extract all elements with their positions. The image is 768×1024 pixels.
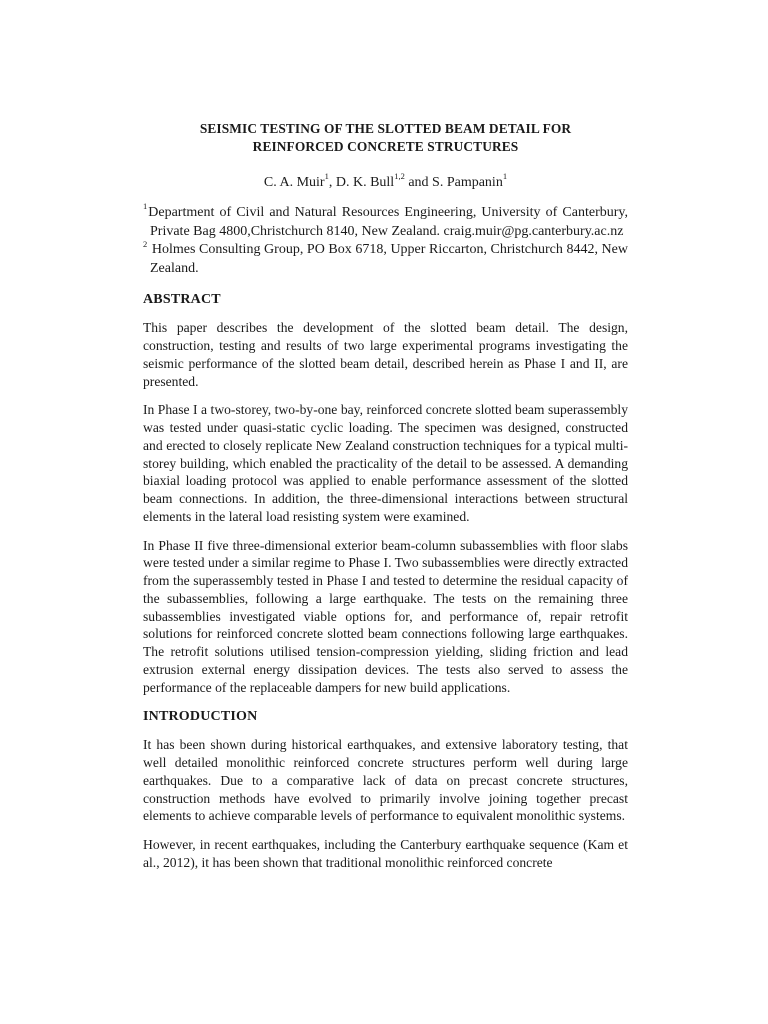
- affiliation-mark: 2: [143, 238, 148, 249]
- author-affiliation-mark: 1,2: [394, 171, 405, 182]
- abstract-heading: ABSTRACT: [143, 292, 221, 308]
- abstract-paragraph: This paper describes the development of the slotted beam detail. The design, construction, testing and results of two large experimental programs investigating the seismic performance of the slotted beam detail, described herein as Phase I and II, are presented.: [143, 320, 628, 389]
- author-list: [143, 171, 628, 192]
- author-separator: and: [404, 175, 433, 190]
- abstract-paragraph: In Phase I a two-storey, two-by-one bay, reinforced concrete slotted beam superassembly was tested under quasi-static cyclic loading. The specimen was designed, constructed and erected to closely replicate New Zealand construction techniques for a typical multi-storey building, which enabled the practicality of the detail to be assessed. A demanding biaxial loading protocol was applied to enable performance assessment of the slotted beam connections. In addition, the three-dimensional interactions between structural elements in the lateral load resisting system were examined.: [143, 402, 628, 524]
- author-name: S. Pampanin: [432, 175, 503, 190]
- introduction-paragraph: However, in recent earthquakes, including the Canterbury earthquake sequence (Kam et al., 2012), it has been shown that traditional monolithic reinforced concrete: [143, 837, 628, 870]
- author-affiliation-mark: 1: [502, 171, 508, 182]
- affiliation-mark: 1: [143, 201, 148, 212]
- author-name: D. K. Bull: [335, 175, 395, 190]
- affiliation-list: [143, 201, 628, 278]
- title-line-2: REINFORCED CONCRETE STRUCTURES: [252, 139, 519, 154]
- affiliation: [143, 238, 628, 278]
- author-separator: ,: [328, 175, 336, 190]
- title-line-1: SEISMIC TESTING OF THE SLOTTED BEAM DETAIL FOR: [199, 121, 572, 136]
- author-affiliation-mark: 1: [324, 171, 329, 182]
- affiliation: [143, 201, 628, 241]
- paper-title: [143, 120, 628, 156]
- introduction-heading: INTRODUCTION: [143, 709, 258, 725]
- abstract-paragraph: In Phase II five three-dimensional exterior beam-column subassemblies with floor slabs were tested under a similar regime to Phase I. Two subassemblies were directly extracted from the superassembly tested in Phase I and tested to determine the residual capacity of the subassemblies, following a large earthquake. The tests on the remaining three subassemblies investigated viable options for, and performance of, repair retrofit solutions for reinforced concrete slotted beam connections following large earthquakes. The retrofit solutions utilised tension-compression yielding, sliding friction and lead extrusion external energy dissipation devices. The tests also served to assess the performance of the replaceable dampers for new build applications.: [143, 537, 628, 695]
- affiliation-text: Department of Civil and Natural Resources Engineering, University of Canterbury, Private Bag 4800,Christchurch 8140, New Zealand. craig.muir@pg.canterbury.ac.nz: [148, 205, 628, 239]
- author-name: C. A. Muir: [263, 175, 325, 190]
- page-content: [143, 120, 628, 883]
- introduction-paragraph: It has been shown during historical earthquakes, and extensive laboratory testing, that well detailed monolithic reinforced concrete structures perform well during large earthquakes. Due to a comparative lack of data on precast concrete structures, construction methods have evolved to primarily involve joining together precast elements to achieve comparable levels of performance to equivalent monolithic systems.: [143, 737, 628, 824]
- affiliation-text: Holmes Consulting Group, PO Box 6718, Upper Riccarton, Christchurch 8442, New Zealand.: [148, 242, 628, 276]
